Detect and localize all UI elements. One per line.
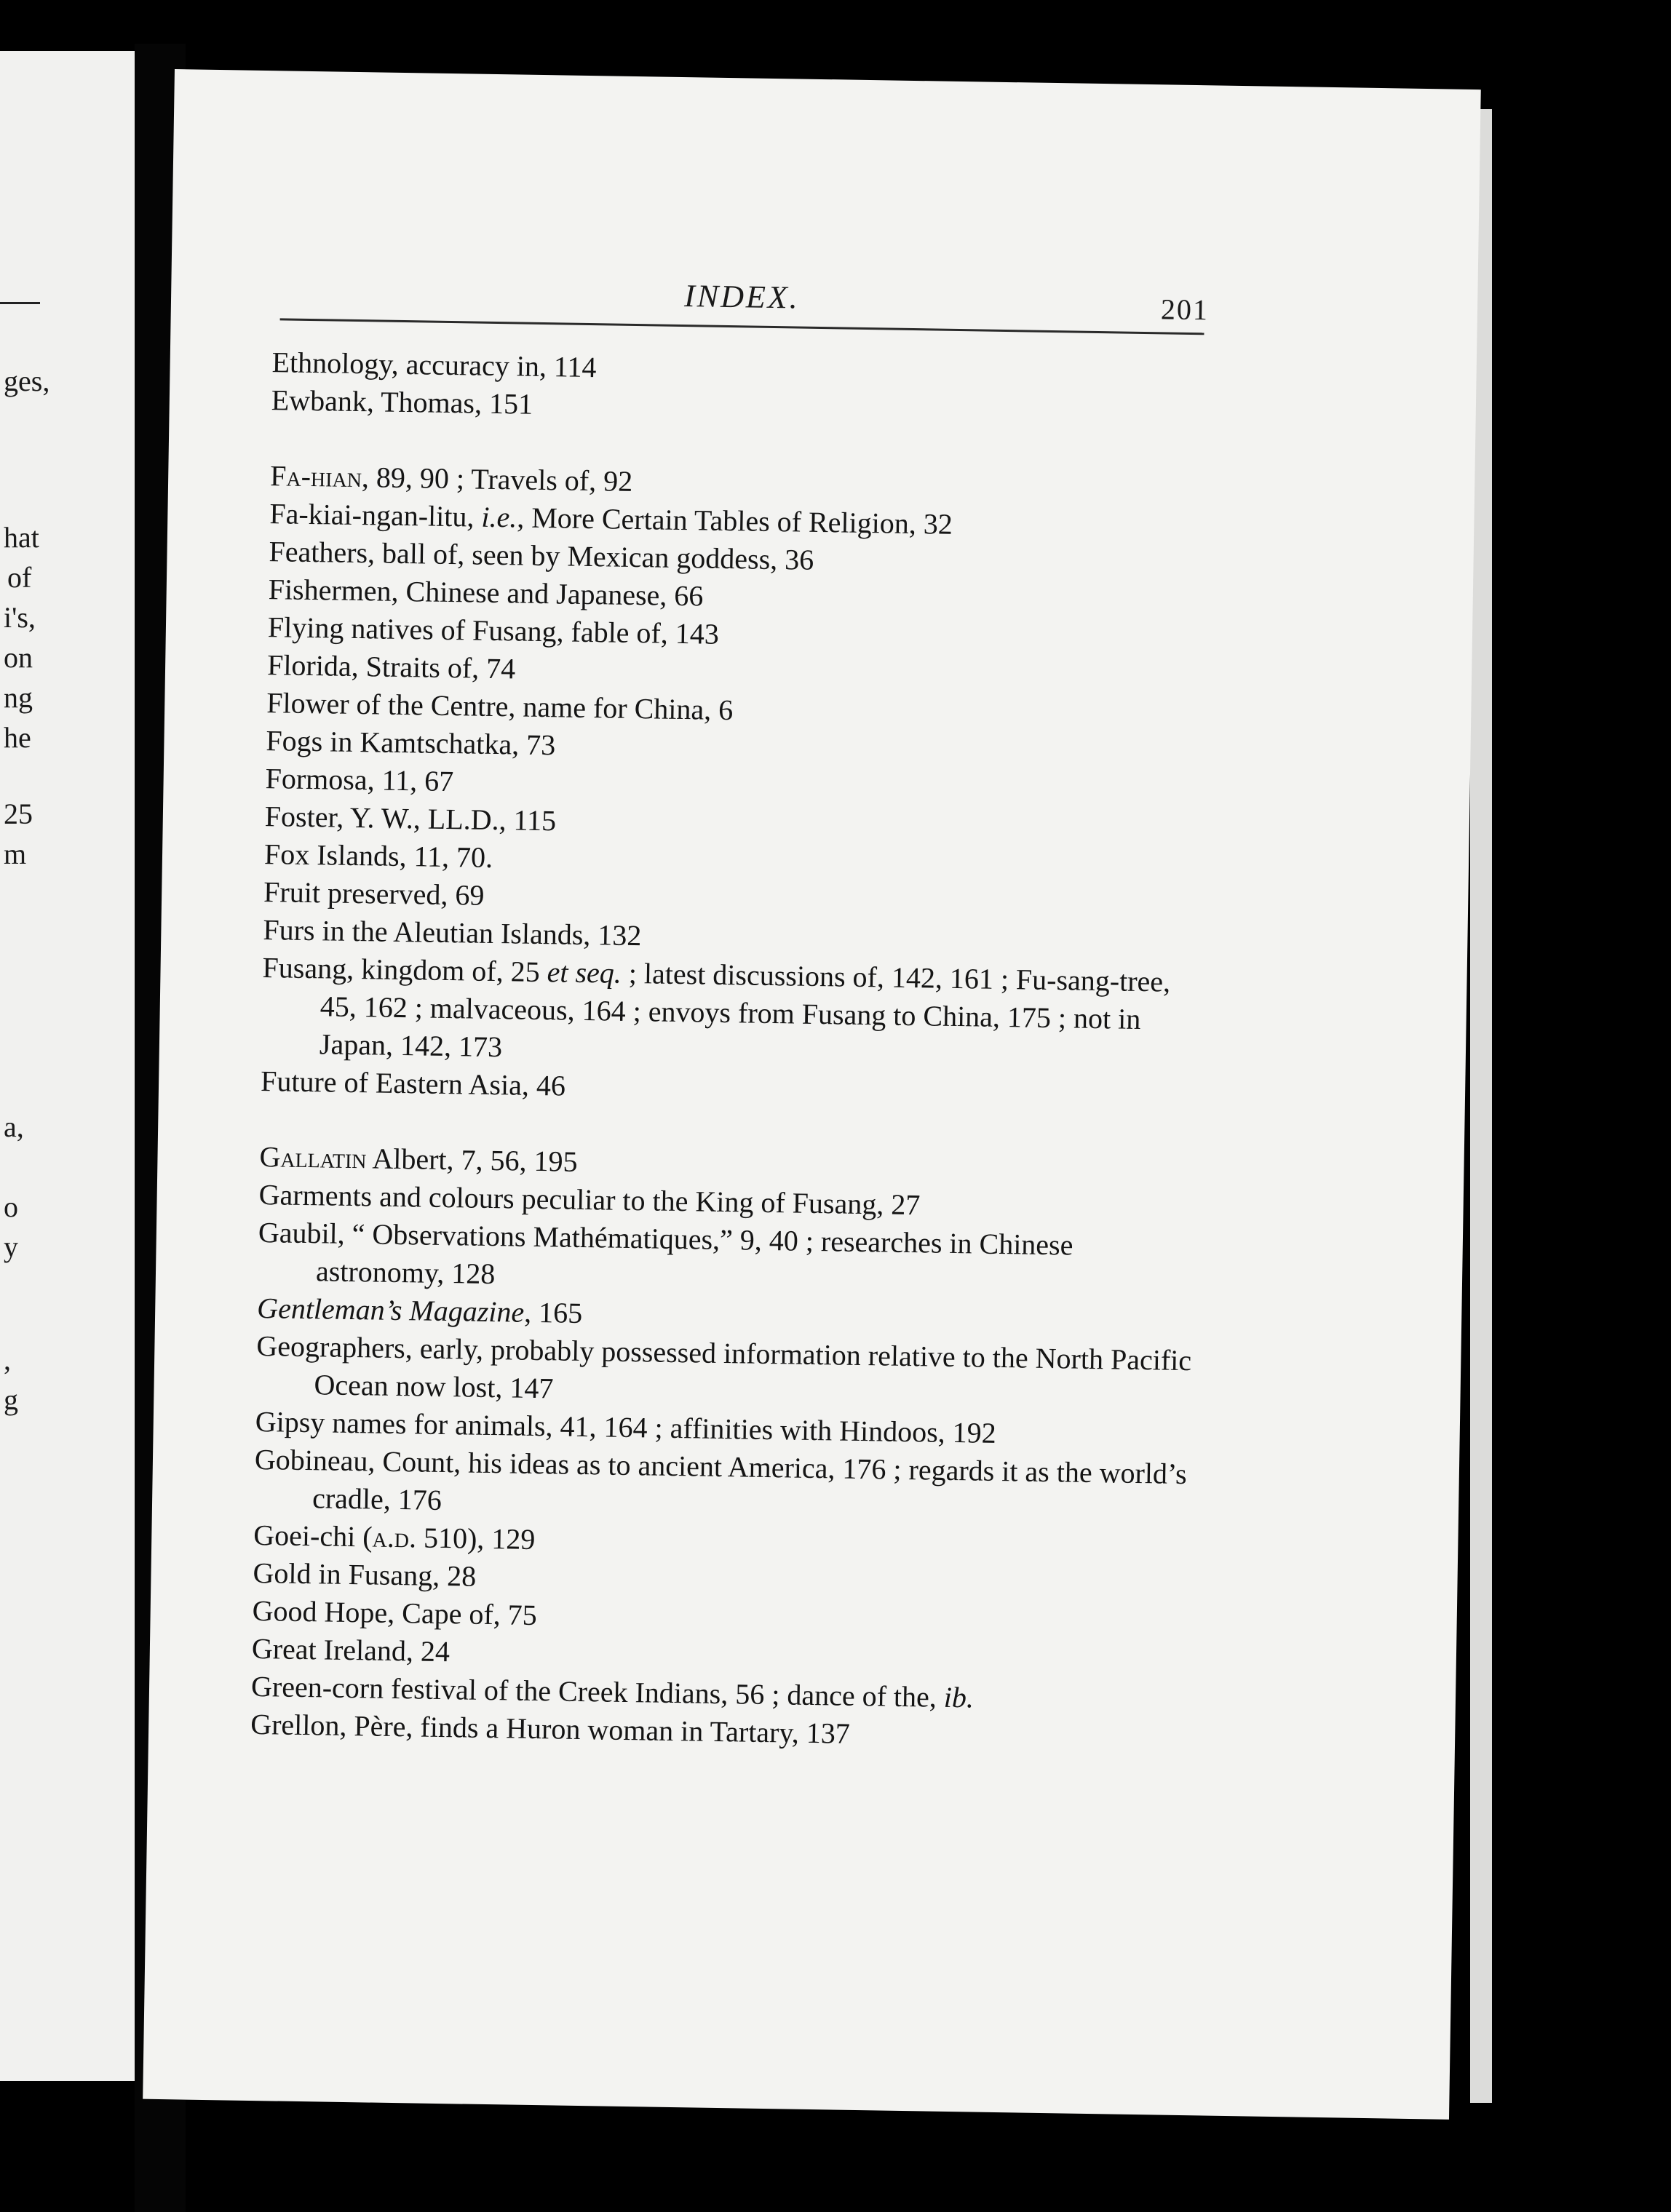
entry-text: Feathers, ball of, seen by Mexican goddess, 36: [269, 535, 814, 576]
entry-text: Green-corn festival of the Creek Indians, 56 ; dance of the,: [250, 1669, 945, 1714]
index-entry: [261, 949, 1209, 1077]
entry-text: Albert, 7, 56, 195: [366, 1142, 578, 1178]
facing-page-fragment: i's,: [4, 601, 36, 634]
entry-text: Gentleman’s Magazine: [256, 1291, 525, 1329]
entry-text: Fa-kiai-ngan-litu,: [269, 497, 482, 533]
entry-text: Gipsy names for animals, 41, 164 ; affinities with Hindoos, 192: [255, 1404, 997, 1449]
entry-text: ib.: [943, 1680, 975, 1714]
entry-text: Gold in Fusang, 28: [253, 1556, 477, 1593]
entry-text: a.d.: [372, 1520, 417, 1554]
entry-text: Gallatin: [259, 1140, 367, 1175]
entry-text: Fogs in Kamtschatka, 73: [266, 724, 556, 762]
entry-text: i.e.: [481, 500, 517, 534]
facing-page-fragment: ,: [4, 1343, 11, 1376]
entry-text: Fruit preserved, 69: [263, 875, 485, 912]
facing-page-fragment: ng: [4, 681, 33, 714]
entry-text: Fusang, kingdom of, 25: [262, 951, 548, 989]
entry-text: et seq.: [547, 955, 622, 990]
entry-text: Great Ireland, 24: [251, 1631, 451, 1668]
entry-text: Good Hope, Cape of, 75: [252, 1594, 538, 1632]
page-number: 201: [1160, 293, 1210, 327]
facing-page-fragment: m: [4, 838, 27, 870]
entry-text: 510), 129: [416, 1521, 536, 1556]
facing-page-fragment: of: [7, 561, 32, 594]
entry-text: Fox Islands, 11, 70.: [263, 838, 493, 874]
entry-text: Gobineau, Count, his ideas as to ancient America, 176 ; regards it as the world’s cradle, 176: [254, 1442, 1188, 1517]
entry-text: Flying natives of Fusang, fable of, 143: [267, 610, 720, 651]
entry-text: Formosa, 11, 67: [265, 762, 454, 798]
entry-text: , 89, 90 ; Travels of, 92: [361, 461, 633, 498]
entry-text: Ethnology, accuracy in, 114: [271, 346, 597, 384]
facing-page-fragment: hat: [4, 521, 39, 554]
facing-page-fragment: on: [4, 641, 33, 674]
facing-page-fragment: o: [4, 1190, 18, 1223]
facing-page-rule: [0, 302, 40, 304]
entry-text: Geographers, early, probably possessed information relative to the North Pacific Ocean now lost, 147: [256, 1329, 1192, 1405]
index-entry: [255, 1327, 1202, 1417]
entry-text: Fishermen, Chinese and Japanese, 66: [268, 573, 704, 613]
facing-page-fragment: a,: [4, 1110, 24, 1143]
entry-text: Goei-chi (: [253, 1518, 373, 1553]
index-entry: [254, 1441, 1201, 1531]
entry-text: , 165: [523, 1295, 583, 1330]
entry-text: Fa-hian: [269, 459, 362, 494]
entry-text: Ewbank, Thomas, 151: [271, 383, 533, 421]
facing-page-fragment: 25: [4, 797, 33, 830]
entry-text: ; latest discussions of, 142, 161 ; Fu-sang-tree, 45, 162 ; malvaceous, 164 ; envoys from Fusang to China, 175 ; not in Japan, 142, 173: [319, 956, 1171, 1064]
header-rule: [280, 318, 1204, 335]
entry-text: , More Certain Tables of Religion, 32: [516, 501, 953, 541]
entry-text: Garments and colours peculiar to the King of Fusang, 27: [258, 1178, 921, 1222]
entry-text: Future of Eastern Asia, 46: [260, 1065, 566, 1102]
index-entry: [258, 1214, 1204, 1304]
facing-page-fragment: ges,: [4, 365, 50, 397]
entry-text: Furs in the Aleutian Islands, 132: [263, 913, 642, 952]
facing-page-fragment: g: [4, 1383, 18, 1416]
entry-text: Gaubil, “ Observations Mathématiques,” 9, 40 ; researches in Chinese astronomy, 128: [258, 1216, 1073, 1291]
running-title: INDEX.: [683, 278, 801, 316]
index-entries: [250, 343, 1218, 1758]
facing-page-fragment: he: [4, 721, 31, 754]
facing-page-strip: [0, 51, 135, 2081]
entry-text: Foster, Y. W., LL.D., 115: [264, 800, 557, 838]
entry-text: Flower of the Centre, name for China, 6: [266, 686, 734, 727]
entry-text: Florida, Straits of, 74: [266, 648, 516, 685]
index-page: [143, 69, 1481, 2120]
entry-text: Grellon, Père, finds a Huron woman in Tartary, 137: [250, 1707, 851, 1750]
facing-page-fragment: y: [4, 1230, 18, 1263]
